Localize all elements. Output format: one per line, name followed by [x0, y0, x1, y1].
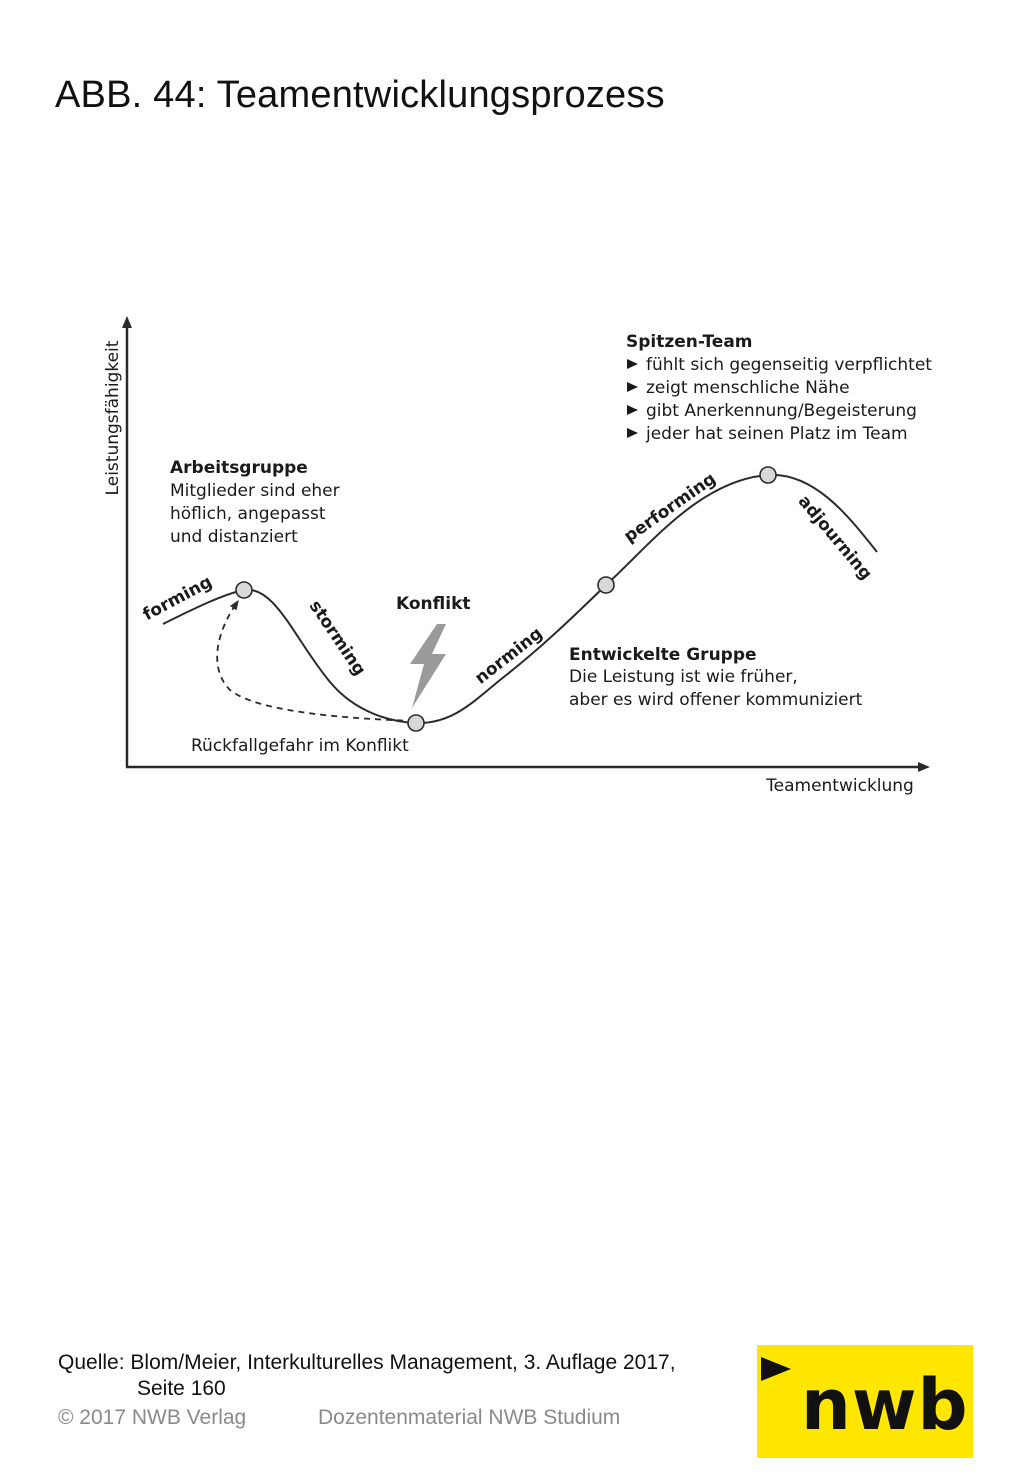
phase-norming: norming	[471, 623, 547, 689]
arbeitsgruppe-line: höflich, angepasst	[170, 504, 326, 524]
page-title: ABB. 44: Teamentwicklungsprozess	[55, 74, 665, 116]
spitzen-team-bullet: jeder hat seinen Platz im Team	[646, 424, 908, 444]
phase-adjourning: adjourning	[793, 491, 876, 584]
logo-text: nwb	[801, 1364, 969, 1446]
entwickelte-gruppe-line: Die Leistung ist wie früher,	[569, 667, 798, 687]
node-performing-peak	[760, 467, 776, 483]
arbeitsgruppe-line: Mitglieder sind eher	[170, 481, 340, 501]
entwickelte-gruppe-line: aber es wird offener kommuniziert	[569, 690, 863, 710]
spitzen-team-bullet: zeigt menschliche Nähe	[646, 378, 850, 398]
source-line1: Blom/Meier, Interkulturelles Management, 3. Auflage 2017,	[130, 1351, 676, 1374]
bullet-arrow-icon	[627, 382, 638, 392]
copyright: © 2017 NWB Verlag	[58, 1406, 247, 1429]
spitzen-team-title: Spitzen-Team	[626, 332, 753, 352]
spitzen-team-bullet: gibt Anerkennung/Begeisterung	[646, 401, 917, 421]
nwb-logo	[757, 1345, 973, 1458]
source-prefix: Quelle:	[58, 1351, 125, 1374]
source-citation	[58, 1350, 676, 1402]
x-axis-label: Teamentwicklung	[766, 776, 914, 796]
node-conflict-low	[408, 715, 424, 731]
lightning-icon	[410, 624, 446, 708]
phase-storming: storming	[304, 596, 370, 680]
play-triangle-icon	[761, 1357, 791, 1381]
y-axis-label: Leistungsfähigkeit	[103, 340, 123, 496]
spitzen-team-bullet: fühlt sich gegenseitig verpflichtet	[646, 355, 932, 375]
arbeitsgruppe-line: und distanziert	[170, 527, 298, 547]
bullet-arrow-icon	[627, 359, 638, 369]
node-norming	[598, 577, 614, 593]
source-line2: Seite 160	[137, 1377, 226, 1400]
phase-performing: performing	[620, 468, 720, 547]
arbeitsgruppe-title: Arbeitsgruppe	[170, 458, 308, 478]
bullet-arrow-icon	[627, 428, 638, 438]
konflikt-label: Konflikt	[396, 594, 471, 614]
node-forming-peak	[236, 582, 252, 598]
relapse-label: Rückfallgefahr im Konflikt	[191, 736, 409, 756]
material-note: Dozentenmaterial NWB Studium	[318, 1406, 621, 1429]
bullet-arrow-icon	[627, 405, 638, 415]
phase-forming: forming	[139, 572, 216, 626]
entwickelte-gruppe-title: Entwickelte Gruppe	[569, 645, 757, 665]
